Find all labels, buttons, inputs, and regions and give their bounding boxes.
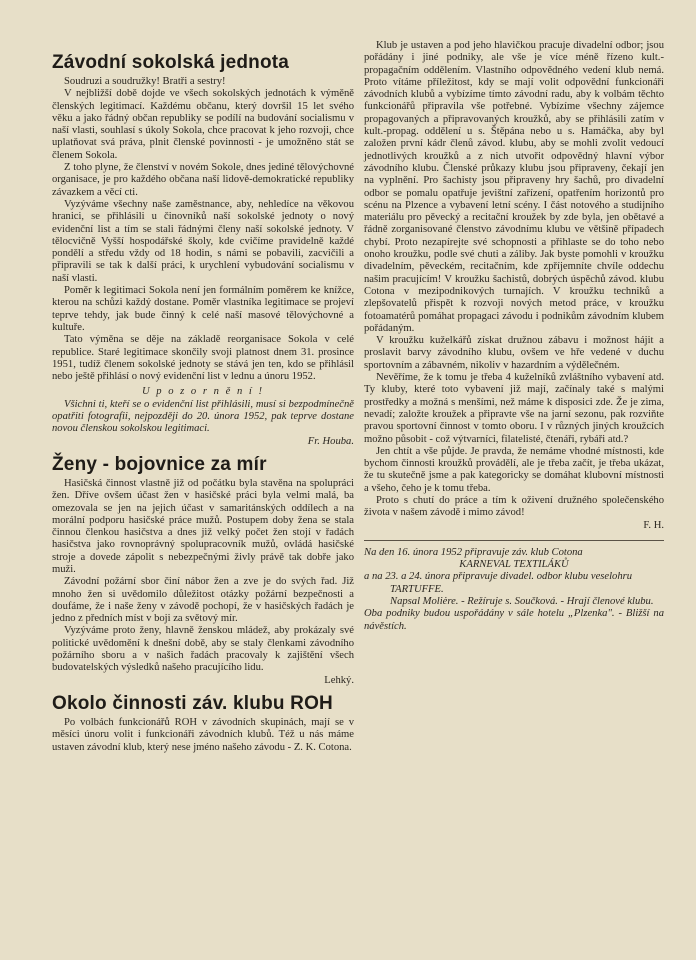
article-title-sokol: Závodní sokolská jednota [52, 52, 290, 73]
announcement-line: a na 23. a 24. února připravuje divadel. odbor klubu veselohru [364, 571, 633, 583]
paragraph: Z toho plyne, že členství v novém Sokole, dnes jediné tělovýchovné organisace, je pro každého občana naší lidově-demokratické republiky závazkem a věcí cti. [52, 162, 354, 198]
divider [364, 540, 664, 541]
paragraph: Závodní požární sbor činí nábor žen a zve je do svých řad. Již mnoho žen si uvědomilo důležitost otázky požární bezpečnosti a doufáme, že i naše ženy v závodě pochopí, že v hasičských řadách je jedno z předních míst v boji za světový mír. [52, 576, 354, 625]
announcement-event: KARNEVAL TEXTILÁKŮ [459, 559, 569, 571]
paragraph: Hasičská činnost vlastně již od počátku byla stavěna na spolupráci žen. Dříve ovšem účast žen v hasičské práci byla velmi malá, ba omezovala se jen na jejich účast v samaritánských oddílech a na morální podporu hasičské práce mužů. Postupem doby žena se stala činnou členkou hasičstva a dnes již velký počet žen stojí v řadách hasičstva jako rovnoprávný spolupracovník mužů, ovládá hasičské stroje a dovede zápolit s nebezpečnými živly právě tak dobře jako muži. [52, 477, 354, 575]
signature: F. H. [643, 519, 664, 531]
announcement-line: Napsal Moliėre. - Režíruje s. Součková. - Hrají členové klubu. [390, 596, 654, 608]
paragraph: Poměr k legitimaci Sokola není jen formálním poměrem ke knížce, kterou na schůzi každý dostane. Poměr vlastníka legitimace se projeví teprve tehdy, jak bude činný k celé naší masové tělovýchovné a kultuře. [52, 285, 354, 333]
article-title-roh: Okolo činnosti záv. klubu ROH [52, 692, 333, 714]
paragraph: Jen chtít a vše půjde. Je pravda, že nemáme vhodné místnosti, kde bychom činnosti kroužků provádělí, ale je třeba začít, je třeba ukázat, že tu skutečně jsme a pak kategoricky se domáhat klubovní místnosti a všeho, čeho je k tomu třeba. [364, 445, 664, 494]
paragraph: Proto s chutí do práce a tím k oživení družného společenského života v našem závodě i mimo závod! [364, 494, 664, 519]
paragraph: Soudruzi a soudružky! Bratři a sestry! [64, 76, 226, 87]
paragraph: Po volbách funkcionářů ROH v závodních skupinách, mají se v měsíci únoru volit i funkcionáři závodních klubů. Též u nás máme ustaven závodní klub, který nese jméno našeho závodu - Z. K. Cotona. [52, 716, 354, 753]
announcement-box [364, 547, 664, 633]
paragraph: V kroužku kuželkářů získat družnou zábavu i možnost hájit a proslavit barvy závodního klubu, ovšem ve hře vedené v duchu sportovním a zábavném, nikoliv v hazardním a výdělečném. [364, 335, 664, 371]
paragraph: Vyzýváme proto ženy, hlavně ženskou mládež, aby prokázaly své politické uvědomění k dnešní době, aby se staly členkami závodního požárního sboru a v našich řadách pracovaly k zajištění všech budovatelských výsledků našeho pracujícího lidu. [52, 625, 354, 674]
paragraph: Vyzýváme všechny naše zaměstnance, aby, nehledíce na věkovou hranici, se přihlásili u činovníků naší sokolské jednoty o nový evidenční list a tím se stali řádnými členy naší sokolské jednoty. V tělocvičně Vyšší hospodářské školy, kde cvičíme pravidelně každé pondělí a středu vždy od 18 hodin, s námi se pobavili, zacvičili a připravili se tak k další práci, k urychlení vybudování socialismu v naší vlasti. [52, 198, 354, 284]
article-title-zeny: Ženy - bojovnice za mír [52, 453, 267, 475]
paragraph: V nejbližší době dojde ve všech sokolských jednotách k výměně členských legitimací. Každému občanu, který dovršil 15 let svého věku a jako řádný občan republiky se podílí na budování socialismu v naší vlasti, souhlasí s úkoly Sokola, chce pracovat k jeho rozvoji, chce uplatňovat svá práva, plnit členské povinnosti - je umožněno stát se členem Sokola. [52, 88, 354, 161]
signature: Lehký. [324, 674, 354, 686]
paragraph: Tato výměna se děje na základě reorganisace Sokola v celé republice. Staré legitimace skončily svoji platnost dnem 31. prosince 1951, tudíž členem sokolské jednoty se stává jen ten, kdo se přihlásil nebo ještě přihlásí o nový evidenční list v lednu a únoru 1952. [52, 334, 354, 383]
paragraph: Klub je ustaven a pod jeho hlavičkou pracuje divadelní odbor; jsou pořádány i jiné podniky, ale vše je více méně řízeno kult.-propagačním oddělením. Vlastního odpovědného vedení klub nemá. Proto vítáme příležitost, kdy se mají volit odpovědní funkcionáři závodních klubů a vybízíme tímto závodní radu, aby k volbám těchto funkcionářů připravila vše potřebné. Vybízíme všechny zájemce propagovaných a připravovaných kroužků, aby se přihlásili zatím v kult.-propag. oddělení u s. Štěpána nebo u s. Hamáčka, aby byl založen první kádr členů závod. klubu, aby se mohli zvolit vedoucí jednotlivých kroužků a z nich utvořit odpovědný hlavní výbor závodního klubu. Členské průkazy klubu jsou připraveny, čekají jen na vyplnění. Pro šachisty jsou připraveny hry šachů, pro divadelní odbor se pomalu opatřuje jevištní zařízení, opatřením horizontů pro scénu na Plzence a vybavení letní scény. I část notového a studijního materiálu pro pěvecký a recitační kroužek by zde byla, jen obětavé a řádně zorganisované členstvo závodnímu klubu ve většině případech chybí. Proto nezapírejte své schopnosti a přihlaste se do toho nebo onoho kroužku, podle své chuti a záliby. Jak byste pomohli v kroužku divadelním, pěveckém, recitačním, kde zpříjemníte chvíle oddechu našim pracujícím! V kroužku šachistů, dobrých úspěchů závod. klubu Cotona v mezipodnikových turnajích. V kroužku techniků a zlepšovatelů přispět k rozvoji nových metod práce, v kroužku fotoamatérů pomáhat propagaci závodu i podnikům závodním klubem pořádaným. [364, 40, 664, 334]
announcement-line: Na den 16. února 1952 připravuje záv. klub Cotona [364, 546, 583, 558]
signature: Fr. Houba. [307, 435, 354, 447]
paragraph: Nevěříme, že k tomu je třeba 4 kuželníků zvláštního vybavení atd. Ty kluby, které toto vybavení již mají, začínaly také s malými prostředky a možná s menšími, než máme k disposici zde. Že je zima, nevadí; založte kroužek a připravte vše na jarní sezonu, pak rozviňte pravou sportovní činnost v tomto oboru. I v různých jiných kroužcích možno působit - což výtvarníci, filatelisté, čtenáři, rybáři atd.? [364, 372, 664, 445]
announcement-line: Oba podniky budou uspořádány v sále hotelu „Plzenka". - Bližší na návěstích. [364, 608, 664, 632]
right-column [364, 40, 664, 633]
left-column [52, 52, 354, 754]
announcement-event: TARTUFFE. [390, 583, 444, 595]
note-text: Všichni ti, kteří se o evidenční list přihlásili, musí si bezpodmínečně opatřiti fotografii, nejpozději do 20. února 1952, pak teprve dostane novou členskou sokolskou legitimaci. [52, 398, 354, 435]
note-heading: U p o z o r n ě n í ! [141, 386, 265, 398]
